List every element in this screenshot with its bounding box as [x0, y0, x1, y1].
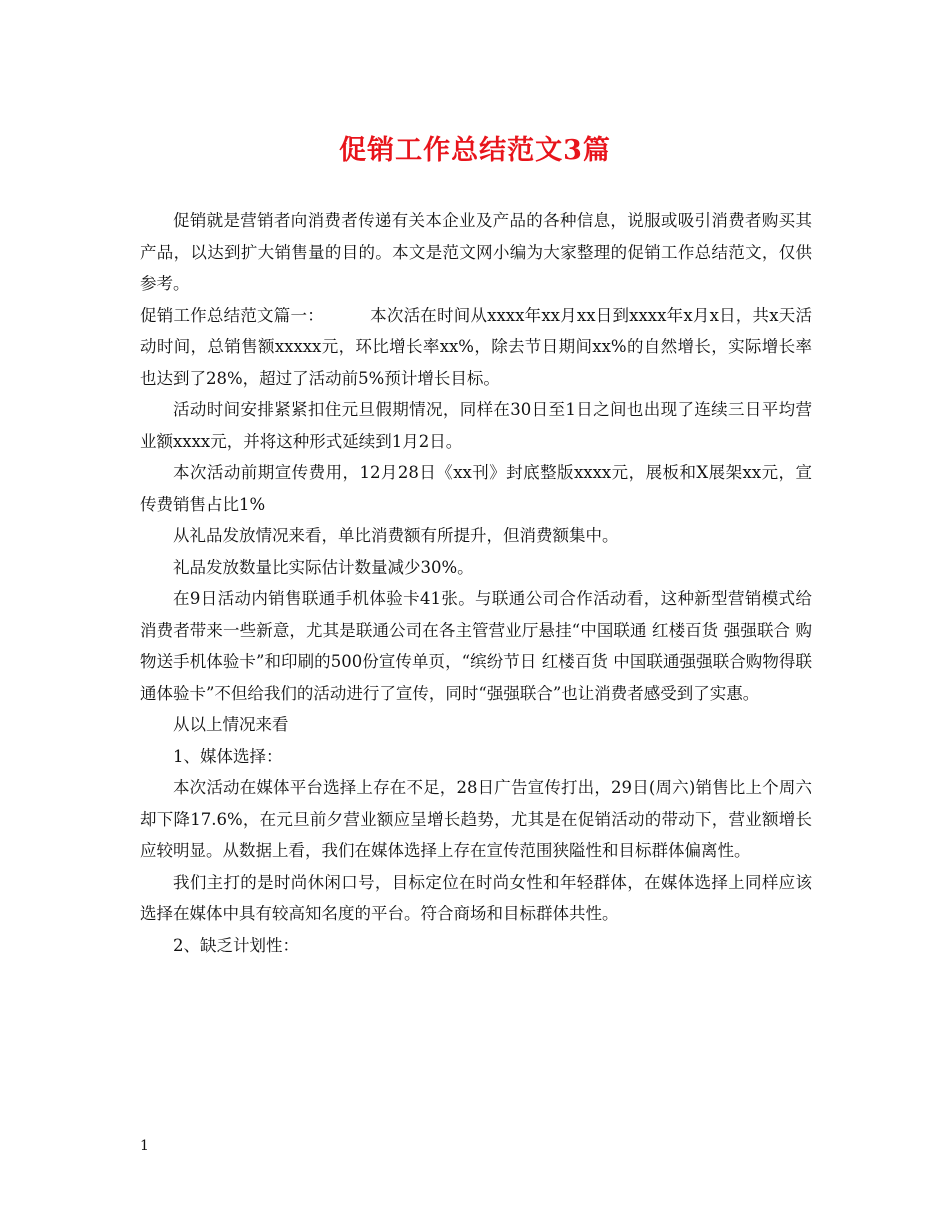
paragraph-unicom-cooperation: 在9日活动内销售联通手机体验卡41张。与联通公司合作活动看，这种新型营销模式给消费者带来一些新意，尤其是联通公司在各主管营业厅悬挂“中国联通 红楼百货 强强联合 购物送手机体验卡”和印刷的500份宣传单页，“缤纷节日 红楼百货 中国联通强强联合购物得联通体验卡”不但给我们的活动进行了宣传，同时“强强联合”也让消费者感受到了实惠。	[140, 589, 812, 703]
paragraph-promotion-cost: 本次活动前期宣传费用，12月28日《xx刊》封底整版xxxx元，展板和X展架xx元，宣传费销售占比1%	[140, 463, 812, 514]
paragraph-gift-distribution: 从礼品发放情况来看，单比消费额有所提升，但消费额集中。	[173, 526, 619, 545]
page-number: 1	[140, 1138, 149, 1154]
paragraph-gift-quantity: 礼品发放数量比实际估计数量减少30%。	[173, 557, 474, 577]
heading-lack-of-planning: 2、缺乏计划性：	[173, 935, 299, 955]
paragraph-intro: 促销就是营销者向消费者传递有关本企业及产品的各种信息，说服或吸引消费者购买其产品，以达到扩大销售量的目的。本文是范文网小编为大家整理的促销工作总结范文，仅供参考。	[140, 211, 812, 293]
document-body	[140, 205, 812, 961]
paragraph-activity-summary: 本次活在时间从xxxx年xx月xx日到xxxx年x月x日，共x天活动时间，总销售额xxxxx元，环比增长率xx%，除去节日期间xx%的自然增长，实际增长率也达到了28%，超过了活动前5%预计增长目标。	[140, 305, 812, 388]
heading-media-selection: 1、媒体选择：	[173, 746, 283, 766]
section-heading: 促销工作总结范文篇一：	[140, 305, 324, 325]
paragraph-section-one	[140, 300, 812, 395]
paragraph-media-analysis: 本次活动在媒体平台选择上存在不足，28日广告宣传打出，29日(周六)销售比上个周六却下降17.6%，在元旦前夕营业额应呈增长趋势，尤其是在促销活动的带动下，营业额增长应较明显。从数据上看，我们在媒体选择上存在宣传范围狭隘性和目标群体偏离性。	[140, 778, 812, 860]
paragraph-target-positioning: 我们主打的是时尚休闲口号，目标定位在时尚女性和年轻群体，在媒体选择上同样应该选择在媒体中具有较高知名度的平台。符合商场和目标群体共性。	[140, 872, 812, 923]
document-title: 促销工作总结范文3篇	[339, 135, 611, 166]
paragraph-schedule: 活动时间安排紧紧扣住元旦假期情况，同样在30日至1日之间也出现了连续三日平均营业额xxxx元，并将这种形式延续到1月2日。	[140, 400, 812, 451]
paragraph-overview: 从以上情况来看	[173, 715, 289, 734]
